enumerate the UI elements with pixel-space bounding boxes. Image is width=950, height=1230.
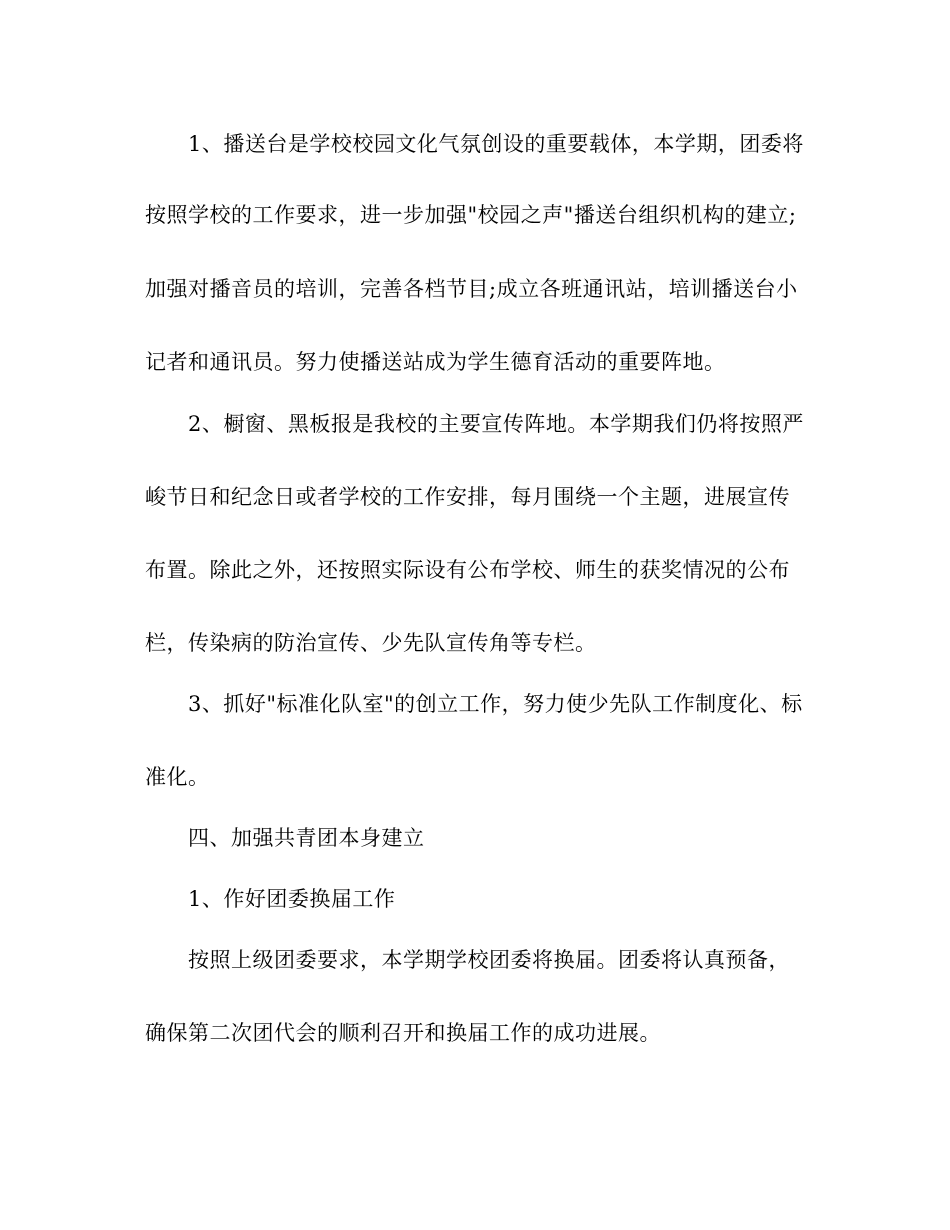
paragraph-4-line-2: 确保第二次团代会的顺利召开和换届工作的成功进展。: [145, 1021, 661, 1045]
paragraph-2-line-4: 栏，传染病的防治宣传、少先队宣传角等专栏。: [145, 631, 597, 655]
paragraph-1-line-4: 记者和通讯员。努力使播送站成为学生德育活动的重要阵地。: [145, 350, 726, 374]
paragraph-1-line-3: 加强对播音员的培训，完善各档节目;成立各班通讯站，培训播送台小: [145, 277, 798, 301]
section-heading: 四、加强共青团本身建立: [188, 826, 425, 850]
paragraph-3-line-1: 3、抓好"标准化队室"的创立工作，努力使少先队工作制度化、标: [188, 692, 803, 716]
paragraph-2-line-1: 2、橱窗、黑板报是我校的主要宣传阵地。本学期我们仍将按照严: [188, 412, 804, 436]
subsection-heading: 1、作好团委换届工作: [188, 887, 396, 911]
paragraph-3-line-2: 准化。: [145, 765, 210, 789]
paragraph-1-line-1: 1、播送台是学校校园文化气氛创设的重要载体，本学期，团委将: [188, 132, 804, 156]
paragraph-4-line-1: 按照上级团委要求，本学期学校团委将换届。团委将认真预备，: [188, 948, 790, 972]
paragraph-2-line-2: 峻节日和纪念日或者学校的工作安排，每月围绕一个主题，进展宣传: [145, 485, 790, 509]
paragraph-1-line-2: 按照学校的工作要求，进一步加强"校园之声"播送台组织机构的建立;: [145, 203, 797, 227]
paragraph-2-line-3: 布置。除此之外，还按照实际设有公布学校、师生的获奖情况的公布: [145, 558, 790, 582]
